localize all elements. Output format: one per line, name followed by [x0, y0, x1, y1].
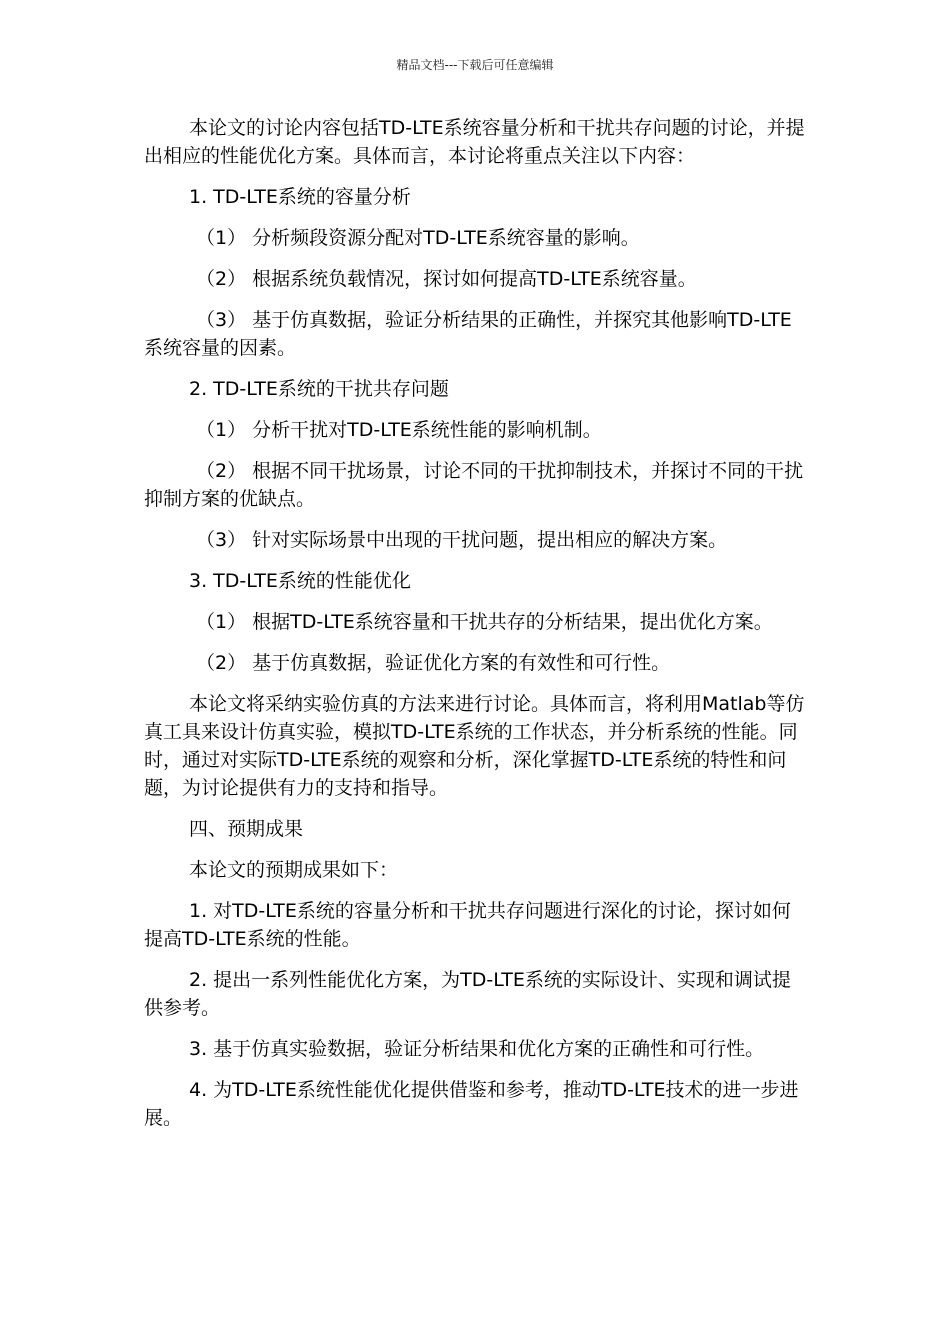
method-paragraph: 本论文将采纳实验仿真的方法来进行讨论。具体而言，将利用Matlab等仿真工具来设计仿真实验，模拟TD-LTE系统的工作状态，并分析系统的性能。同时，通过对实际TD-LTE系统的观察和分析，深化掌握TD-LTE系统的特性和问题，为讨论提供有力的支持和指导。 — [144, 693, 805, 799]
list-item: （1） 分析干扰对TD-LTE系统性能的影响机制。 — [196, 419, 602, 441]
list-item: 4. 为TD-LTE系统性能优化提供借鉴和参考，推动TD-LTE技术的进一步进展。 — [144, 1079, 799, 1129]
section-heading-optimization: 3. TD-LTE系统的性能优化 — [189, 570, 411, 592]
section-heading-capacity: 1. TD-LTE系统的容量分析 — [189, 186, 411, 208]
page-header: 精品文档---下载后可任意编辑 — [396, 58, 554, 72]
list-item: （3） 基于仿真数据，验证分析结果的正确性，并探究其他影响TD-LTE系统容量的因素。 — [144, 309, 792, 359]
list-item: 1. 对TD-LTE系统的容量分析和干扰共存问题进行深化的讨论，探讨如何提高TD-LTE系统的性能。 — [144, 900, 791, 950]
intro-paragraph: 本论文的讨论内容包括TD-LTE系统容量分析和干扰共存问题的讨论，并提出相应的性能优化方案。具体而言，本讨论将重点关注以下内容： — [144, 117, 805, 167]
expected-results-intro: 本论文的预期成果如下： — [189, 859, 399, 881]
document-body — [144, 114, 808, 1145]
section-heading-expected-results: 四、预期成果 — [189, 818, 304, 840]
section-heading-interference: 2. TD-LTE系统的干扰共存问题 — [189, 378, 449, 400]
list-item: 2. 提出一系列性能优化方案，为TD-LTE系统的实际设计、实现和调试提供参考。 — [144, 969, 791, 1019]
list-item: （1） 分析频段资源分配对TD-LTE系统容量的影响。 — [196, 227, 640, 249]
list-item: （2） 基于仿真数据，验证优化方案的有效性和可行性。 — [196, 652, 671, 674]
list-item: 3. 基于仿真实验数据，验证分析结果和优化方案的正确性和可行性。 — [189, 1038, 765, 1060]
list-item: （3） 针对实际场景中出现的干扰问题，提出相应的解决方案。 — [196, 529, 728, 551]
list-item: （2） 根据不同干扰场景，讨论不同的干扰抑制技术，并探讨不同的干扰抑制方案的优缺点。 — [144, 460, 804, 510]
list-item: （1） 根据TD-LTE系统容量和干扰共存的分析结果，提出优化方案。 — [196, 611, 773, 633]
list-item: （2） 根据系统负载情况，探讨如何提高TD-LTE系统容量。 — [196, 268, 697, 290]
